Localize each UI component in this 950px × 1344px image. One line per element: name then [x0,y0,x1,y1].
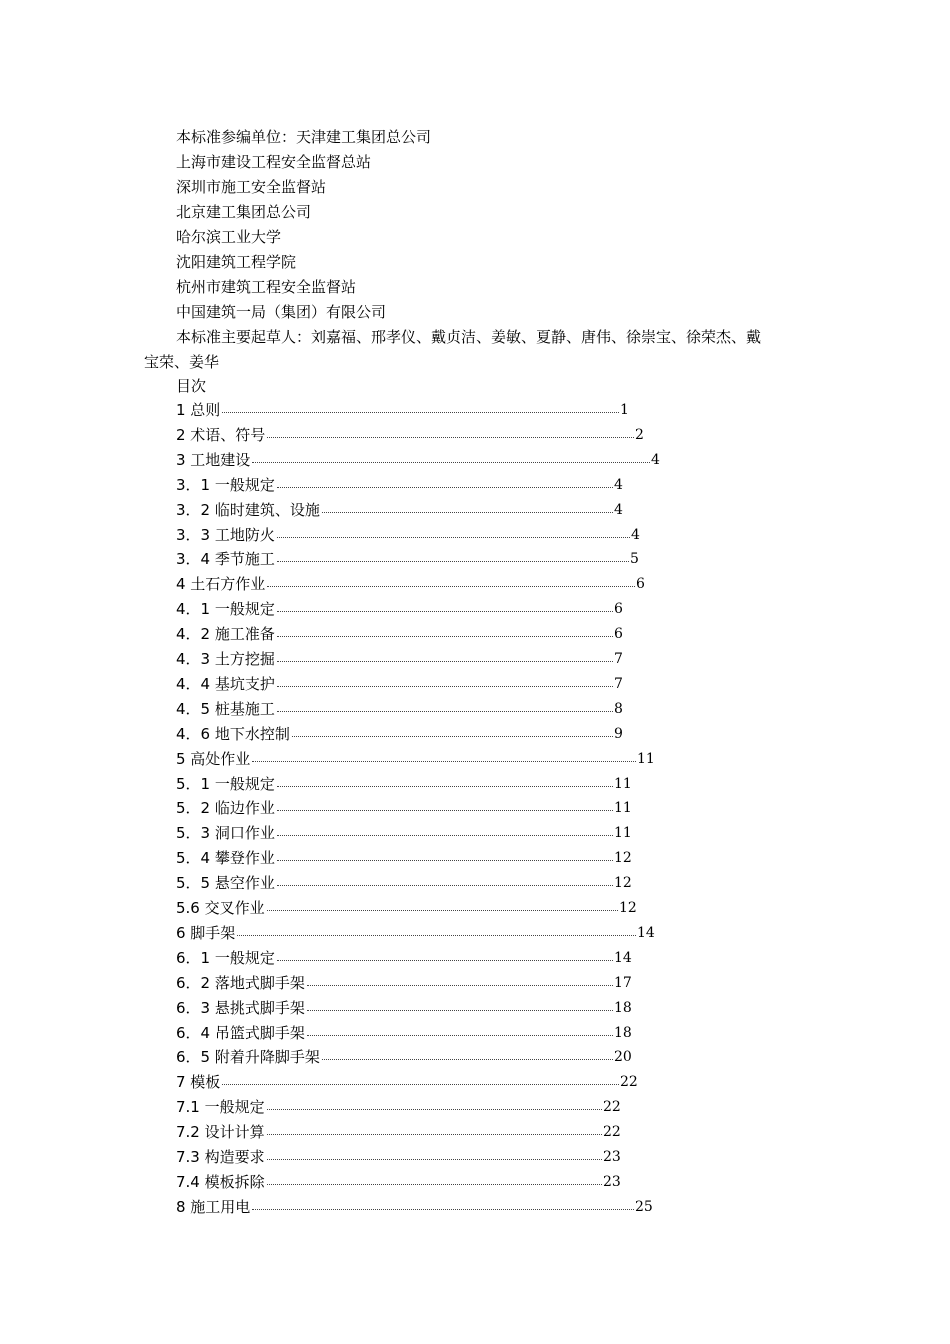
toc-entry-leader [277,686,613,687]
toc-entry-leader [267,1159,602,1160]
toc-entry-page: 2 [635,426,644,443]
participating-units-label: 本标准参编单位：天津建工集团总公司 [176,128,432,146]
toc-entry-leader [277,960,613,961]
toc-entry-title: 3．2 临时建筑、设施 [176,500,320,519]
toc-entry-page: 20 [614,1049,632,1066]
unit-line: 上海市建设工程安全监督总站 [176,153,372,171]
toc-entry [176,525,655,545]
toc-entry-leader [277,487,613,488]
toc-entry-page: 7 [614,675,623,692]
toc-entry-title: 1 总则 [176,401,221,419]
toc-entry-leader [277,711,613,712]
toc-entry [176,898,643,918]
toc-entry [176,998,638,1018]
toc-entry-page: 4 [631,526,640,543]
toc-entry [176,400,644,420]
toc-entry-page: 22 [603,1124,621,1141]
toc-entry [176,823,638,843]
toc-entry-page: 18 [614,1024,632,1041]
toc-entry-page: 23 [603,1173,621,1190]
toc-entry-title: 7 模板 [176,1073,221,1092]
toc-entry [176,1047,638,1067]
toc-entry-page: 12 [614,850,632,867]
toc-entry-page: 9 [614,725,623,742]
toc-entry [176,699,638,719]
toc-entry-leader [277,786,613,787]
toc-entry [176,1122,627,1142]
toc-entry-page: 12 [614,875,632,892]
toc-entry-title: 5.6 交叉作业 [176,899,265,917]
toc-entry-page: 18 [614,999,632,1016]
toc-entry-page: 11 [614,775,632,792]
toc-entry-title: 6 脚手架 [176,923,236,942]
toc-entry-page: 14 [637,924,655,941]
unit-line: 中国建筑一局（集团）有限公司 [176,303,387,321]
toc-entry [176,599,638,619]
toc-entry [176,848,638,868]
toc-entry [176,649,638,669]
toc-entry-title: 5 高处作业 [176,749,251,768]
toc-entry-title: 6．3 悬挑式脚手架 [176,998,305,1017]
toc-entry [176,1072,644,1092]
toc-heading: 目次 [176,377,207,395]
toc-entry-title: 7.2 设计计算 [176,1123,265,1142]
unit-line: 沈阳建筑工程学院 [176,253,297,271]
toc-entry-page: 7 [614,651,623,667]
toc-entry [176,500,638,520]
toc-entry-page: 4 [614,476,623,493]
toc-entry-leader [267,910,618,911]
toc-entry-leader [307,985,613,986]
toc-entry-title: 3．3 工地防火 [176,525,275,544]
toc-entry-title: 7.1 一般规定 [176,1098,265,1117]
toc-entry [176,1147,627,1167]
unit-line: 哈尔滨工业大学 [176,228,282,246]
toc-entry-leader [292,736,613,737]
toc-entry-title: 6．1 一般规定 [176,948,275,967]
toc-entry-leader [277,885,613,886]
toc-entry-page: 23 [603,1149,621,1165]
toc-entry-title: 5．2 临边作业 [176,799,275,818]
toc-entry-leader [252,462,650,463]
toc-entry-page: 12 [619,900,637,916]
toc-entry-title: 7.3 构造要求 [176,1148,265,1166]
toc-entry-page: 1 [620,402,629,418]
toc-entry [176,549,654,569]
toc-entry-leader [237,935,636,936]
toc-entry-leader [307,1010,613,1011]
toc-entry-leader [277,835,613,836]
toc-entry-title: 4 土石方作业 [176,575,266,594]
toc-entry-title: 4．5 桩基施工 [176,699,275,718]
toc-entry-title: 4．4 基坑支护 [176,674,275,693]
toc-entry-title: 3．1 一般规定 [176,475,275,494]
toc-entry-title: 3．4 季节施工 [176,550,275,569]
toc-entry [176,724,638,744]
toc-entry-title: 3 工地建设 [176,450,251,469]
toc-entry [176,624,638,644]
drafters-line: 本标准主要起草人：刘嘉福、邢孝仪、戴贞洁、姜敏、夏静、唐伟、徐崇宝、徐荣杰、戴 [176,328,762,346]
toc-entry-title: 5．1 一般规定 [176,774,275,793]
toc-entry [176,475,638,495]
toc-entry [176,749,661,769]
toc-entry [176,425,659,445]
toc-entry [176,1023,638,1043]
toc-entry [176,774,638,794]
unit-line: 杭州市建筑工程安全监督站 [176,278,357,296]
toc-entry [176,923,661,943]
toc-entry [176,973,638,993]
toc-entry [176,798,638,818]
toc-entry-leader [267,1109,602,1110]
toc-entry-leader [277,537,630,538]
toc-entry-title: 6．5 附着升降脚手架 [176,1048,320,1067]
toc-entry-title: 2 术语、符号 [176,425,266,444]
toc-entry-page: 22 [620,1074,638,1091]
toc-entry-leader [277,860,613,861]
toc-entry-page: 11 [614,800,632,817]
toc-entry-leader [277,661,613,662]
toc-entry-page: 8 [614,700,623,717]
toc-entry [176,873,638,893]
toc-entry-title: 4．6 地下水控制 [176,724,290,743]
toc-entry-page: 6 [614,601,623,618]
toc-entry [176,1197,659,1217]
toc-entry-title: 5．5 悬空作业 [176,874,275,893]
toc-entry [176,1172,627,1192]
toc-entry-title: 5．3 洞口作业 [176,824,275,843]
toc-entry-page: 6 [636,576,645,593]
unit-line: 北京建工集团总公司 [176,203,312,221]
toc-entry [176,574,660,594]
toc-entry-leader [277,636,613,637]
toc-entry-leader [222,1084,619,1085]
toc-entry [176,948,638,968]
toc-entry-page: 14 [614,949,632,966]
toc-entry-leader [267,1134,602,1135]
toc-entry [176,1097,627,1117]
toc-entry-title: 6．4 吊篮式脚手架 [176,1023,305,1042]
toc-entry-leader [307,1035,613,1036]
toc-entry [176,450,675,470]
toc-entry-leader [277,810,613,811]
toc-entry-title: 4．3 土方挖掘 [176,650,275,668]
toc-entry-page: 5 [630,551,639,568]
toc-entry-page: 11 [637,750,655,767]
toc-entry [176,674,638,694]
unit-line: 深圳市施工安全监督站 [176,178,327,196]
toc-entry-title: 7.4 模板拆除 [176,1172,265,1191]
toc-entry-page: 6 [614,626,623,643]
toc-entry-leader [277,561,629,562]
toc-entry-title: 5．4 攀登作业 [176,849,275,868]
toc-entry-leader [252,761,636,762]
toc-entry-page: 4 [651,451,660,468]
toc-entry-leader [267,437,634,438]
toc-entry-title: 6．2 落地式脚手架 [176,973,305,992]
toc-entry-leader [267,1184,602,1185]
toc-entry-page: 22 [603,1099,621,1116]
toc-entry-title: 8 施工用电 [176,1197,251,1216]
drafters-line-continued: 宝荣、姜华 [144,353,220,371]
toc-entry-page: 17 [614,974,632,991]
toc-entry-title: 4．2 施工准备 [176,625,275,644]
toc-entry-leader [277,611,613,612]
toc-entry-leader [322,1059,613,1060]
toc-entry-page: 4 [614,501,623,518]
toc-entry-leader [267,586,635,587]
toc-entry-page: 25 [635,1198,653,1215]
toc-entry-title: 4．1 一般规定 [176,600,275,619]
toc-entry-page: 11 [614,825,632,842]
toc-entry-leader [322,512,613,513]
toc-entry-leader [252,1209,634,1210]
toc-entry-leader [222,412,619,413]
